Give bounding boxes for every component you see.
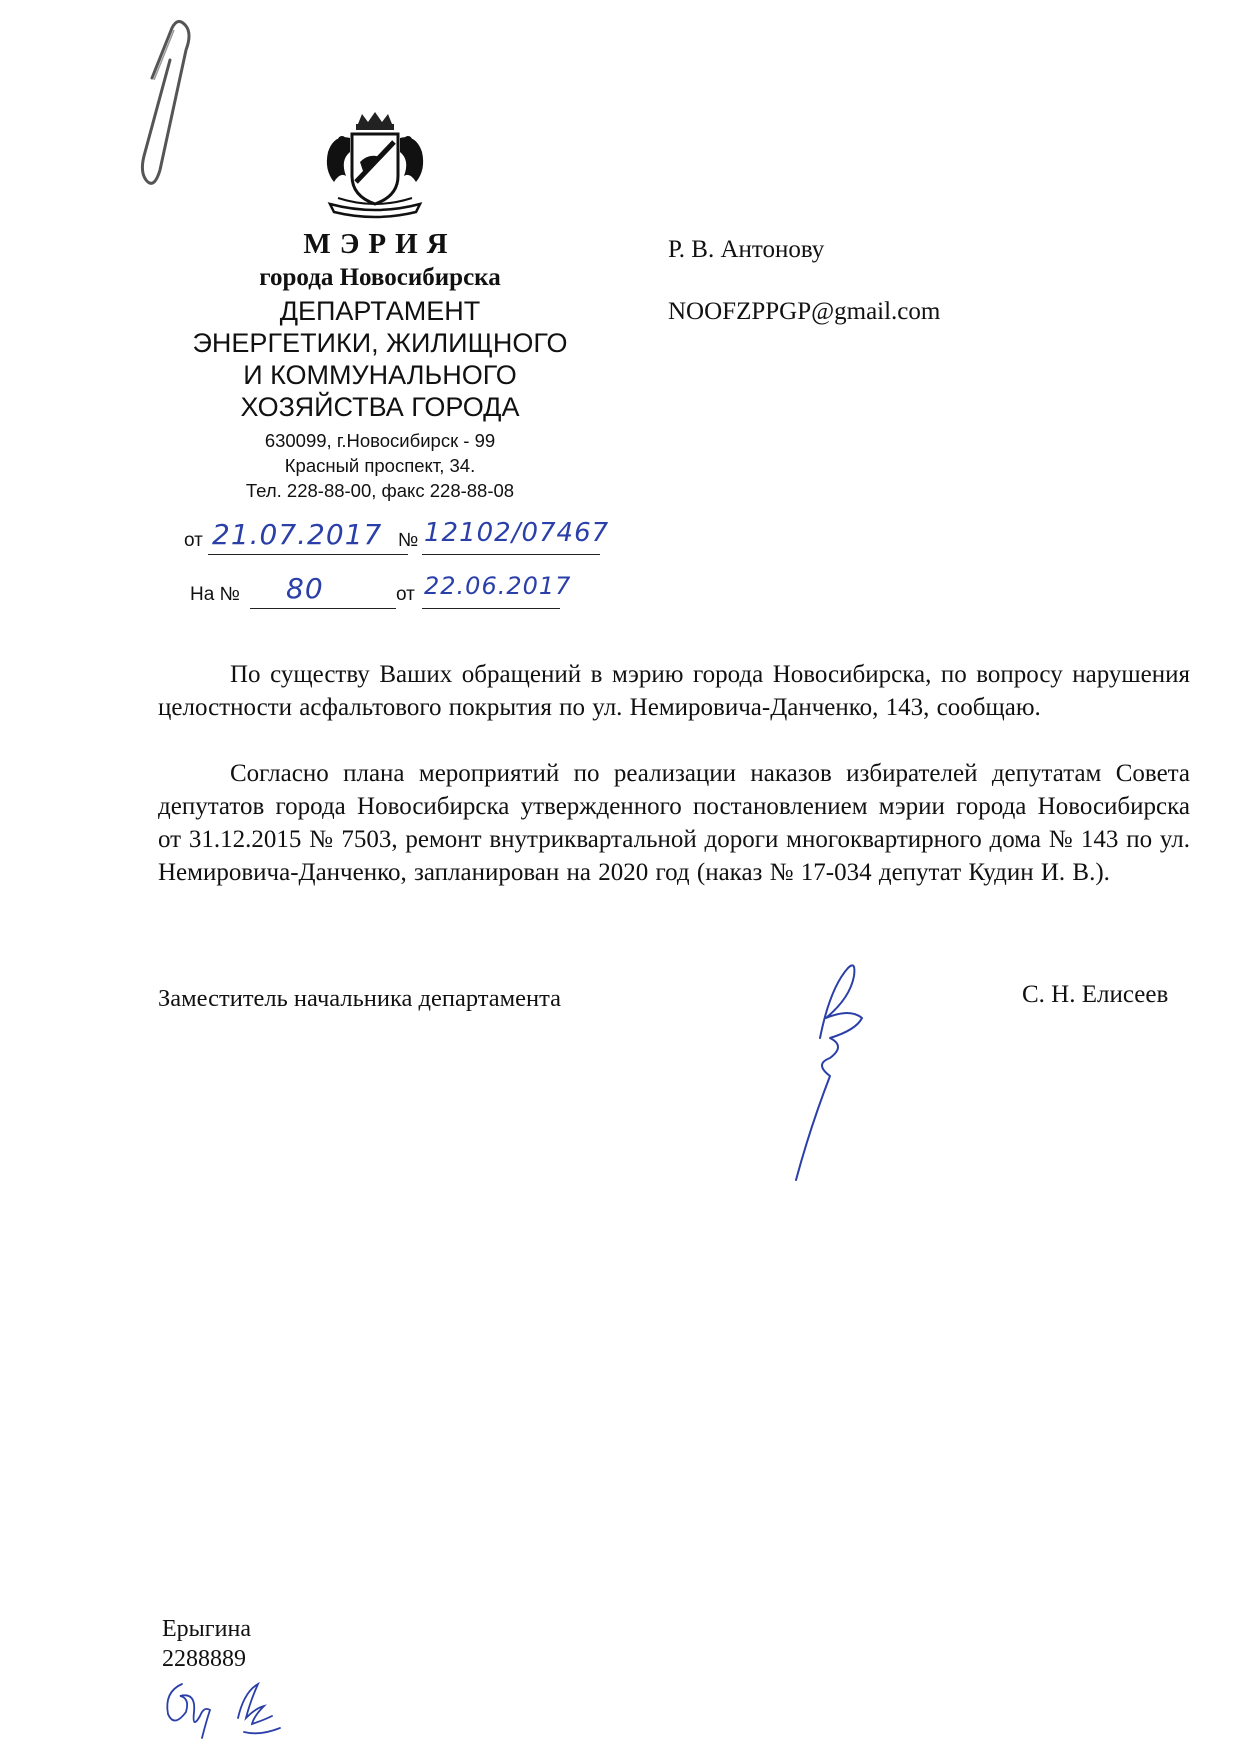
department-line: ЭНЕРГЕТИКИ, ЖИЛИЩНОГО <box>192 328 568 358</box>
recipient-email: NOOFZPPGP@gmail.com <box>668 298 941 325</box>
coat-of-arms-icon <box>320 112 430 220</box>
address-line: Красный проспект, 34. <box>284 455 476 476</box>
date-underline <box>208 554 408 555</box>
header-city: города Новосибирска <box>259 264 501 291</box>
reply-label: На № <box>190 584 240 605</box>
handwritten-signature <box>790 958 900 1188</box>
reply-number: 80 <box>286 572 324 605</box>
signer-title: Заместитель начальника департамента <box>158 985 562 1012</box>
recipient-name: Р. В. Антонову <box>668 236 825 263</box>
outgoing-date: 21.07.2017 <box>212 518 383 551</box>
reply-date: 22.06.2017 <box>424 572 572 600</box>
executor-phone: 2288889 <box>162 1646 246 1672</box>
department-line: И КОММУНАЛЬНОГО <box>243 360 517 390</box>
number-label: № <box>398 530 419 551</box>
reply-number-underline <box>250 608 396 609</box>
reply-date-label: от <box>396 584 415 605</box>
reply-date-underline <box>422 608 560 609</box>
header-title: МЭРИЯ <box>303 228 457 260</box>
handwritten-initials <box>160 1672 310 1747</box>
department-line: ХОЗЯЙСТВА ГОРОДА <box>240 392 520 422</box>
paperclip-image <box>140 20 220 195</box>
number-underline <box>422 554 600 555</box>
address-line: Тел. 228-88-00, факс 228-88-08 <box>245 480 515 501</box>
body-paragraph: По существу Ваших обращений в мэрию города Новосибирска, по вопросу нарушения целостности асфальтового покрытия по ул. Немировича-Данченко, 143, сообщаю. <box>158 661 1190 721</box>
executor-name: Ерыгина <box>162 1616 251 1642</box>
body-paragraph: Согласно плана мероприятий по реализации наказов избирателей депутатам Совета депутатов города Новосибирска утвержденного постановлением мэрии города Новосибирска от 31.12.2015 № 7503, ремонт внутриквартальной дороги многоквартирного дома № 143 по ул. Немировича-Данченко, запланирован на 2020 год (наказ № 17-034 депутат Кудин И. В.). <box>158 760 1190 886</box>
signer-name: С. Н. Елисеев <box>1022 981 1169 1008</box>
department-line: ДЕПАРТАМЕНТ <box>279 296 481 326</box>
outgoing-number: 12102/07467 <box>424 518 610 548</box>
from-label: от <box>184 530 203 551</box>
address-line: 630099, г.Новосибирск - 99 <box>264 430 496 451</box>
